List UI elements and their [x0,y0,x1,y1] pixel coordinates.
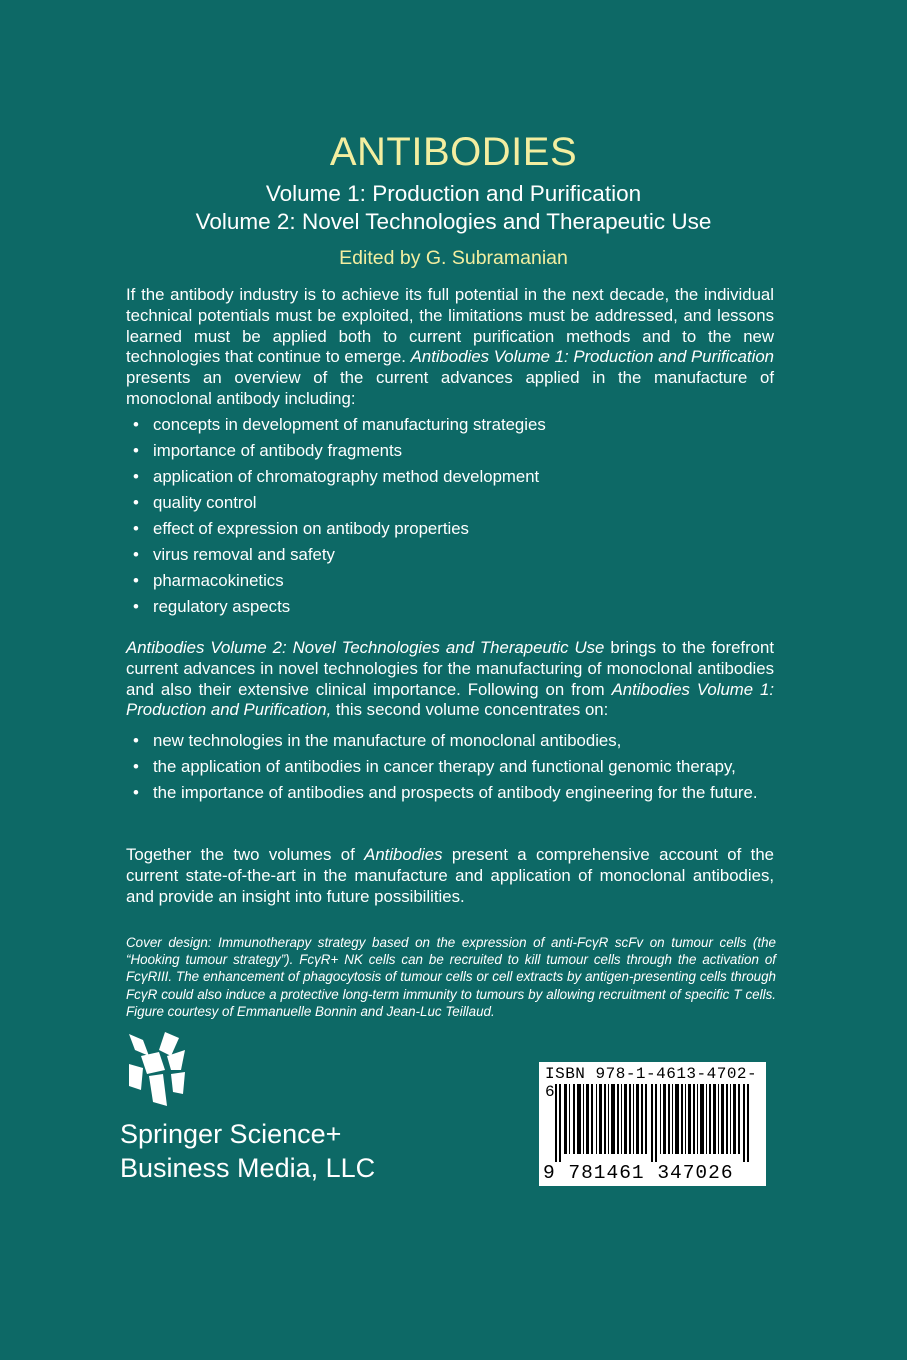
closing-text-a: Together the two volumes of [126,845,365,864]
list-item: • concepts in development of manufacturing strategies [133,414,778,440]
closing-italic: Antibodies [364,845,443,864]
isbn-label: ISBN 978-1-4613-4702-6 [545,1065,758,1101]
list-item: • virus removal and safety [133,544,778,570]
volume-2-paragraph [126,638,774,721]
volume-1-title: Volume 1: Production and Purification [265,181,642,206]
volume-2-text-a: brings to the forefront current advances in novel technologies for the manufacturing of monoclonal antibodies and also their extensive clinical importance. Following on from [126,638,774,699]
closing-text-b: present a comprehensive account of the current state-of-the-art in the manufacture and application of monoclonal antibodies, and provide an insight into future possibilities. [126,845,774,906]
volume-1-topic-list [133,414,778,622]
publisher-name [120,1117,375,1185]
list-item: • regulatory aspects [133,596,778,622]
intro-paragraph [126,285,774,410]
intro-italic-title: Antibodies Volume 1: Production and Purification [410,347,774,367]
volume-2-italic-ref: Antibodies Volume 1: Production and Purification, [126,679,774,720]
volume-2-text-b: this second volume concentrates on: [331,700,609,720]
volume-2-title: Volume 2: Novel Technologies and Therapeutic Use [195,209,712,234]
publisher-line-2: Business Media, LLC [120,1153,376,1183]
list-item: • application of chromatography method development [133,466,778,492]
barcode-bars [555,1084,755,1162]
ean-digits: 9 781461 347026 [543,1162,734,1184]
editor-line: Edited by G. Subramanian [339,247,568,269]
publisher-line-1: Springer Science+ [120,1119,342,1149]
isbn-barcode [539,1062,766,1186]
list-item: • quality control [133,492,778,518]
springer-horse-icon [127,1030,189,1108]
list-item: • the importance of antibodies and prospects of antibody engineering for the future. [133,783,778,804]
list-item: • new technologies in the manufacture of monoclonal antibodies, [133,731,778,752]
book-title: ANTIBODIES [329,130,578,174]
intro-text-b: presents an overview of the current advances applied in the manufacture of monoclonal antibody including: [126,368,774,408]
closing-paragraph [126,845,774,907]
volume-2-italic-title: Antibodies Volume 2: Novel Technologies and Therapeutic Use [126,638,605,657]
list-item: • pharmacokinetics [133,570,778,596]
volume-2-topic-list [133,731,778,808]
list-item: • effect of expression on antibody properties [133,518,778,544]
intro-text-a: If the antibody industry is to achieve its full potential in the next decade, the individual technical potentials must be exploited, the limitations must be addressed, and lessons learned must be applied both to current purification methods and to the new technologies that continue to emerge. [126,285,774,367]
list-item: • importance of antibody fragments [133,440,778,466]
cover-caption: Cover design: Immunotherapy strategy based on the expression of anti-FcγR scFv on tumour cells (the “Hooking tumour strategy”). FcγR+ NK cells can be recruited to kill tumour cells through the activation of FcγRIII. The enhancement of phagocytosis of tumour cells or cell extracts by antigen-presenting cells through FcγR could also induce a protective long-term immunity to tumours by allowing recruitment of specific T cells. Figure courtesy of Emmanuelle Bonnin and Jean-Luc Teillaud. [126,935,776,1019]
list-item: • the application of antibodies in cancer therapy and functional genomic therapy, [133,757,778,778]
